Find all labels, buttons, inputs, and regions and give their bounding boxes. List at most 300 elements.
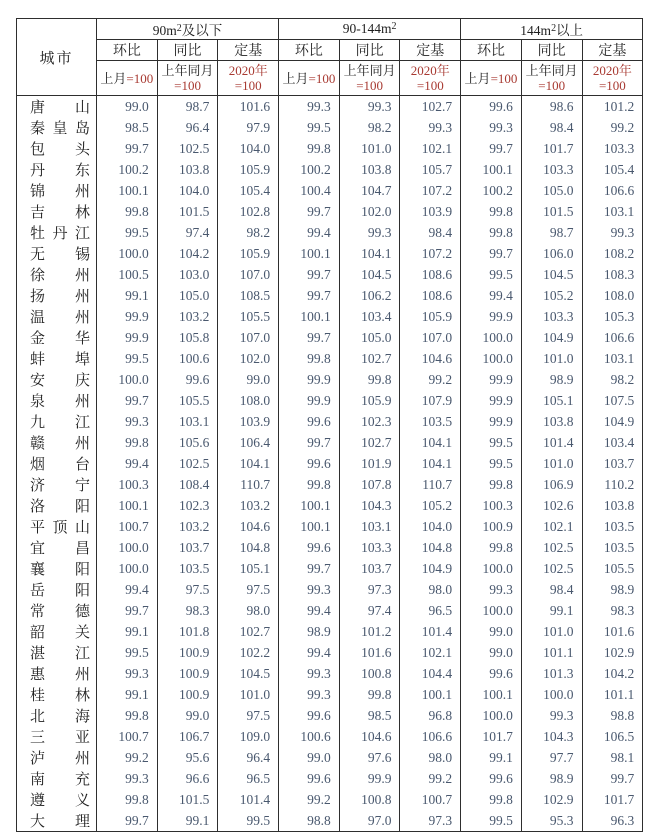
city-name: 丹东 <box>30 163 90 179</box>
value-cell: 106.2 <box>339 285 400 306</box>
value-cell: 104.6 <box>218 516 279 537</box>
group-header-90-144 <box>279 19 461 40</box>
value-cell: 103.5 <box>582 537 643 558</box>
city-name: 泸州 <box>30 751 90 767</box>
value-cell: 99.9 <box>97 306 158 327</box>
value-cell: 100.4 <box>279 180 340 201</box>
value-cell: 96.8 <box>400 705 461 726</box>
subheader-row <box>17 61 643 96</box>
value-cell: 102.5 <box>157 138 218 159</box>
value-cell: 100.6 <box>279 726 340 747</box>
city-name: 洛阳 <box>30 499 90 515</box>
value-cell: 107.0 <box>218 264 279 285</box>
fixed-sub-line1: 2020年 <box>592 63 632 78</box>
value-cell: 103.9 <box>218 411 279 432</box>
value-cell: 102.5 <box>157 453 218 474</box>
value-cell: 99.8 <box>339 684 400 705</box>
value-cell: 103.2 <box>218 495 279 516</box>
value-cell: 104.7 <box>339 180 400 201</box>
value-cell: 103.3 <box>521 306 582 327</box>
value-cell: 100.9 <box>461 516 522 537</box>
value-cell: 104.2 <box>157 243 218 264</box>
value-cell: 101.6 <box>218 96 279 118</box>
value-cell: 99.4 <box>279 222 340 243</box>
value-cell: 98.2 <box>218 222 279 243</box>
value-cell: 100.1 <box>400 684 461 705</box>
value-cell: 97.7 <box>521 747 582 768</box>
city-name: 遵义 <box>30 793 90 809</box>
value-cell: 110.2 <box>582 474 643 495</box>
yoy-label: 同比 <box>537 44 566 59</box>
value-cell: 105.2 <box>400 495 461 516</box>
value-cell: 108.2 <box>582 243 643 264</box>
value-cell: 100.9 <box>157 684 218 705</box>
value-cell: 98.5 <box>97 117 158 138</box>
value-cell: 96.3 <box>582 810 643 832</box>
value-cell: 100.2 <box>97 159 158 180</box>
value-cell: 99.9 <box>461 306 522 327</box>
table-row <box>17 726 643 747</box>
value-cell: 104.5 <box>218 663 279 684</box>
value-cell: 99.3 <box>339 222 400 243</box>
value-cell: 100.1 <box>279 306 340 327</box>
value-cell: 99.9 <box>279 369 340 390</box>
table-row <box>17 222 643 243</box>
value-cell: 102.5 <box>521 558 582 579</box>
value-cell: 107.0 <box>218 327 279 348</box>
table-row <box>17 243 643 264</box>
value-cell: 104.1 <box>400 432 461 453</box>
value-cell: 97.9 <box>218 117 279 138</box>
value-cell: 100.1 <box>461 684 522 705</box>
value-cell: 99.3 <box>400 117 461 138</box>
city-cell <box>17 222 97 243</box>
value-cell: 99.0 <box>461 642 522 663</box>
value-cell: 104.9 <box>400 558 461 579</box>
value-cell: 99.8 <box>279 348 340 369</box>
value-cell: 104.3 <box>521 726 582 747</box>
value-cell: 98.3 <box>582 600 643 621</box>
city-name: 扬州 <box>30 289 90 305</box>
value-cell: 105.1 <box>521 390 582 411</box>
value-cell: 99.1 <box>97 621 158 642</box>
value-cell: 99.8 <box>279 474 340 495</box>
value-cell: 103.5 <box>582 516 643 537</box>
value-cell: 101.1 <box>521 642 582 663</box>
city-name: 济宁 <box>30 478 90 494</box>
measure-header-row <box>17 40 643 61</box>
value-cell: 105.9 <box>400 306 461 327</box>
value-cell: 96.5 <box>218 768 279 789</box>
value-cell: 107.0 <box>400 327 461 348</box>
mom-sub-prefix: 上月 <box>282 70 309 86</box>
city-name: 宜昌 <box>30 541 90 557</box>
value-cell: 102.5 <box>521 537 582 558</box>
value-cell: 105.9 <box>339 390 400 411</box>
value-cell: 103.8 <box>157 159 218 180</box>
mom-sub-prefix: 上月 <box>100 70 127 86</box>
value-cell: 108.0 <box>582 285 643 306</box>
value-cell: 99.5 <box>461 432 522 453</box>
value-cell: 100.0 <box>461 327 522 348</box>
value-cell: 100.0 <box>461 600 522 621</box>
city-cell <box>17 327 97 348</box>
value-cell: 98.2 <box>339 117 400 138</box>
yoy-subheader <box>521 61 582 96</box>
yoy-subheader <box>339 61 400 96</box>
mom-label: 环比 <box>112 44 141 59</box>
value-cell: 97.3 <box>339 579 400 600</box>
value-cell: 104.1 <box>218 453 279 474</box>
value-cell: 99.8 <box>461 222 522 243</box>
value-cell: 99.5 <box>279 117 340 138</box>
value-cell: 99.3 <box>97 768 158 789</box>
yoy-sub-line1: 上年同月 <box>525 63 578 78</box>
value-cell: 98.5 <box>339 705 400 726</box>
value-cell: 104.0 <box>218 138 279 159</box>
city-cell <box>17 537 97 558</box>
value-cell: 103.8 <box>339 159 400 180</box>
value-cell: 108.0 <box>218 390 279 411</box>
value-cell: 101.5 <box>157 201 218 222</box>
value-cell: 96.4 <box>157 117 218 138</box>
value-cell: 102.9 <box>521 789 582 810</box>
fixed-sub-line2: =100 <box>416 78 444 93</box>
value-cell: 101.7 <box>461 726 522 747</box>
value-cell: 99.7 <box>582 768 643 789</box>
value-cell: 100.0 <box>461 348 522 369</box>
table-row <box>17 579 643 600</box>
value-cell: 100.1 <box>97 495 158 516</box>
value-cell: 98.7 <box>521 222 582 243</box>
table-row <box>17 705 643 726</box>
value-cell: 104.0 <box>157 180 218 201</box>
value-cell: 101.1 <box>582 684 643 705</box>
value-cell: 99.3 <box>279 96 340 118</box>
value-cell: 98.6 <box>521 96 582 118</box>
city-cell <box>17 558 97 579</box>
value-cell: 97.6 <box>339 747 400 768</box>
value-cell: 97.5 <box>218 579 279 600</box>
mom-label: 环比 <box>476 44 505 59</box>
value-cell: 99.9 <box>461 369 522 390</box>
value-cell: 102.7 <box>339 348 400 369</box>
value-cell: 97.5 <box>218 705 279 726</box>
value-cell: 99.0 <box>157 705 218 726</box>
fixed-base-header <box>582 40 643 61</box>
value-cell: 104.6 <box>400 348 461 369</box>
value-cell: 100.1 <box>279 243 340 264</box>
city-cell <box>17 159 97 180</box>
city-cell <box>17 264 97 285</box>
group-header-144-above <box>461 19 643 40</box>
city-cell <box>17 747 97 768</box>
value-cell: 106.6 <box>582 180 643 201</box>
value-cell: 100.3 <box>97 474 158 495</box>
value-cell: 103.3 <box>582 138 643 159</box>
value-cell: 102.2 <box>218 642 279 663</box>
city-cell <box>17 390 97 411</box>
value-cell: 100.1 <box>461 159 522 180</box>
city-cell <box>17 516 97 537</box>
value-cell: 98.4 <box>521 579 582 600</box>
value-cell: 104.9 <box>582 411 643 432</box>
value-cell: 99.7 <box>97 390 158 411</box>
yoy-label: 同比 <box>355 44 384 59</box>
value-cell: 104.8 <box>400 537 461 558</box>
yoy-sub-line1: 上年同月 <box>161 63 214 78</box>
value-cell: 105.5 <box>157 390 218 411</box>
value-cell: 103.5 <box>157 558 218 579</box>
table-row <box>17 516 643 537</box>
group-label-base: 144m <box>520 23 552 38</box>
value-cell: 99.7 <box>97 810 158 832</box>
value-cell: 99.2 <box>400 369 461 390</box>
table-row <box>17 432 643 453</box>
value-cell: 105.9 <box>218 243 279 264</box>
value-cell: 105.0 <box>521 180 582 201</box>
value-cell: 107.5 <box>582 390 643 411</box>
value-cell: 99.3 <box>461 117 522 138</box>
value-cell: 106.5 <box>582 726 643 747</box>
yoy-header <box>157 40 218 61</box>
city-name: 襄阳 <box>30 562 90 578</box>
value-cell: 101.0 <box>521 621 582 642</box>
value-cell: 99.8 <box>97 705 158 726</box>
value-cell: 101.5 <box>157 789 218 810</box>
value-cell: 100.2 <box>461 180 522 201</box>
value-cell: 105.5 <box>218 306 279 327</box>
value-cell: 99.7 <box>461 243 522 264</box>
group-label-sup: 2 <box>551 23 557 34</box>
city-cell <box>17 474 97 495</box>
value-cell: 102.0 <box>218 348 279 369</box>
value-cell: 100.9 <box>157 642 218 663</box>
value-cell: 99.0 <box>218 369 279 390</box>
value-cell: 104.1 <box>339 243 400 264</box>
value-cell: 99.2 <box>400 768 461 789</box>
value-cell: 107.8 <box>339 474 400 495</box>
value-cell: 101.0 <box>218 684 279 705</box>
value-cell: 99.5 <box>461 453 522 474</box>
city-cell <box>17 579 97 600</box>
value-cell: 99.9 <box>339 768 400 789</box>
group-label-suffix: 及以下 <box>181 23 223 38</box>
value-cell: 108.3 <box>582 264 643 285</box>
value-cell: 99.2 <box>582 117 643 138</box>
city-name: 蚌埠 <box>30 352 90 368</box>
value-cell: 99.3 <box>339 96 400 118</box>
value-cell: 98.8 <box>582 705 643 726</box>
table-row <box>17 117 643 138</box>
value-cell: 99.0 <box>461 621 522 642</box>
group-label-sup: 2 <box>176 23 182 34</box>
mom-label: 环比 <box>294 44 323 59</box>
city-cell <box>17 726 97 747</box>
group-label-base: 90m <box>152 23 177 38</box>
value-cell: 99.4 <box>461 285 522 306</box>
yoy-subheader <box>157 61 218 96</box>
value-cell: 100.1 <box>279 495 340 516</box>
value-cell: 104.5 <box>339 264 400 285</box>
value-cell: 109.0 <box>218 726 279 747</box>
value-cell: 99.5 <box>461 810 522 832</box>
city-cell <box>17 348 97 369</box>
yoy-label: 同比 <box>173 44 202 59</box>
value-cell: 99.7 <box>279 201 340 222</box>
value-cell: 99.8 <box>97 201 158 222</box>
value-cell: 99.6 <box>279 705 340 726</box>
value-cell: 106.7 <box>157 726 218 747</box>
value-cell: 103.1 <box>582 348 643 369</box>
value-cell: 99.1 <box>461 747 522 768</box>
value-cell: 102.1 <box>400 138 461 159</box>
value-cell: 98.9 <box>279 621 340 642</box>
value-cell: 102.9 <box>582 642 643 663</box>
value-cell: 99.5 <box>97 222 158 243</box>
mom-subheader <box>279 61 340 96</box>
value-cell: 99.3 <box>97 411 158 432</box>
value-cell: 97.4 <box>157 222 218 243</box>
city-name: 无锡 <box>30 247 90 263</box>
value-cell: 103.3 <box>339 537 400 558</box>
value-cell: 102.1 <box>521 516 582 537</box>
city-name: 北海 <box>30 709 90 725</box>
value-cell: 96.4 <box>218 747 279 768</box>
value-cell: 101.0 <box>339 138 400 159</box>
value-cell: 101.4 <box>521 432 582 453</box>
value-cell: 100.0 <box>97 369 158 390</box>
table-row <box>17 369 643 390</box>
value-cell: 103.8 <box>521 411 582 432</box>
value-cell: 103.0 <box>157 264 218 285</box>
housing-price-index-table <box>16 18 643 832</box>
city-cell <box>17 600 97 621</box>
fixed-base-header <box>218 40 279 61</box>
value-cell: 107.2 <box>400 243 461 264</box>
value-cell: 98.7 <box>157 96 218 118</box>
mom-header <box>279 40 340 61</box>
value-cell: 97.0 <box>339 810 400 832</box>
value-cell: 100.0 <box>521 684 582 705</box>
fixed-sub-line2: =100 <box>234 78 262 93</box>
value-cell: 101.2 <box>339 621 400 642</box>
city-name: 泉州 <box>30 394 90 410</box>
value-cell: 99.9 <box>279 390 340 411</box>
value-cell: 98.4 <box>400 222 461 243</box>
value-cell: 99.1 <box>97 285 158 306</box>
table-row <box>17 159 643 180</box>
city-cell <box>17 411 97 432</box>
city-cell <box>17 369 97 390</box>
value-cell: 99.1 <box>97 684 158 705</box>
value-cell: 100.2 <box>279 159 340 180</box>
city-name: 常德 <box>30 604 90 620</box>
value-cell: 105.7 <box>400 159 461 180</box>
value-cell: 105.0 <box>157 285 218 306</box>
value-cell: 103.1 <box>157 411 218 432</box>
value-cell: 99.8 <box>279 138 340 159</box>
table-row <box>17 768 643 789</box>
value-cell: 101.0 <box>521 453 582 474</box>
value-cell: 100.1 <box>97 180 158 201</box>
value-cell: 99.8 <box>461 474 522 495</box>
value-cell: 101.3 <box>521 663 582 684</box>
city-name: 唐山 <box>30 100 90 116</box>
value-cell: 105.6 <box>157 432 218 453</box>
value-cell: 104.1 <box>400 453 461 474</box>
value-cell: 110.7 <box>218 474 279 495</box>
value-cell: 99.3 <box>279 579 340 600</box>
fixed-base-subheader <box>400 61 461 96</box>
value-cell: 100.0 <box>97 537 158 558</box>
city-cell <box>17 705 97 726</box>
mom-sub-value: =100 <box>308 70 336 86</box>
value-cell: 104.4 <box>400 663 461 684</box>
value-cell: 102.3 <box>339 411 400 432</box>
group-label-base: 90-144m <box>342 21 392 36</box>
table-row <box>17 327 643 348</box>
value-cell: 104.5 <box>521 264 582 285</box>
value-cell: 106.4 <box>218 432 279 453</box>
city-cell <box>17 117 97 138</box>
city-cell <box>17 285 97 306</box>
city-cell <box>17 201 97 222</box>
table-row <box>17 684 643 705</box>
table-row <box>17 558 643 579</box>
group-label-suffix: 以上 <box>556 23 584 38</box>
value-cell: 105.3 <box>582 306 643 327</box>
value-cell: 95.3 <box>521 810 582 832</box>
value-cell: 104.8 <box>218 537 279 558</box>
value-cell: 100.8 <box>339 663 400 684</box>
table-row <box>17 180 643 201</box>
mom-sub-prefix: 上月 <box>464 70 491 86</box>
value-cell: 106.6 <box>582 327 643 348</box>
value-cell: 99.1 <box>521 600 582 621</box>
value-cell: 99.4 <box>279 642 340 663</box>
value-cell: 105.9 <box>218 159 279 180</box>
value-cell: 98.4 <box>521 117 582 138</box>
table-row <box>17 642 643 663</box>
value-cell: 102.6 <box>521 495 582 516</box>
value-cell: 106.0 <box>521 243 582 264</box>
table-body <box>17 96 643 832</box>
value-cell: 98.0 <box>400 579 461 600</box>
value-cell: 99.8 <box>97 432 158 453</box>
value-cell: 99.5 <box>218 810 279 832</box>
city-cell <box>17 138 97 159</box>
value-cell: 99.0 <box>279 747 340 768</box>
value-cell: 102.7 <box>400 96 461 118</box>
value-cell: 101.6 <box>339 642 400 663</box>
table-row <box>17 306 643 327</box>
value-cell: 104.2 <box>582 663 643 684</box>
value-cell: 103.7 <box>339 558 400 579</box>
city-name: 锦州 <box>30 184 90 200</box>
value-cell: 103.1 <box>339 516 400 537</box>
value-cell: 99.9 <box>461 390 522 411</box>
city-cell <box>17 663 97 684</box>
fixed-base-label: 定基 <box>416 44 445 59</box>
value-cell: 101.0 <box>521 348 582 369</box>
city-name: 牡丹江 <box>30 226 90 242</box>
city-cell <box>17 453 97 474</box>
value-cell: 100.0 <box>97 558 158 579</box>
value-cell: 105.4 <box>218 180 279 201</box>
value-cell: 102.8 <box>218 201 279 222</box>
value-cell: 103.9 <box>400 201 461 222</box>
